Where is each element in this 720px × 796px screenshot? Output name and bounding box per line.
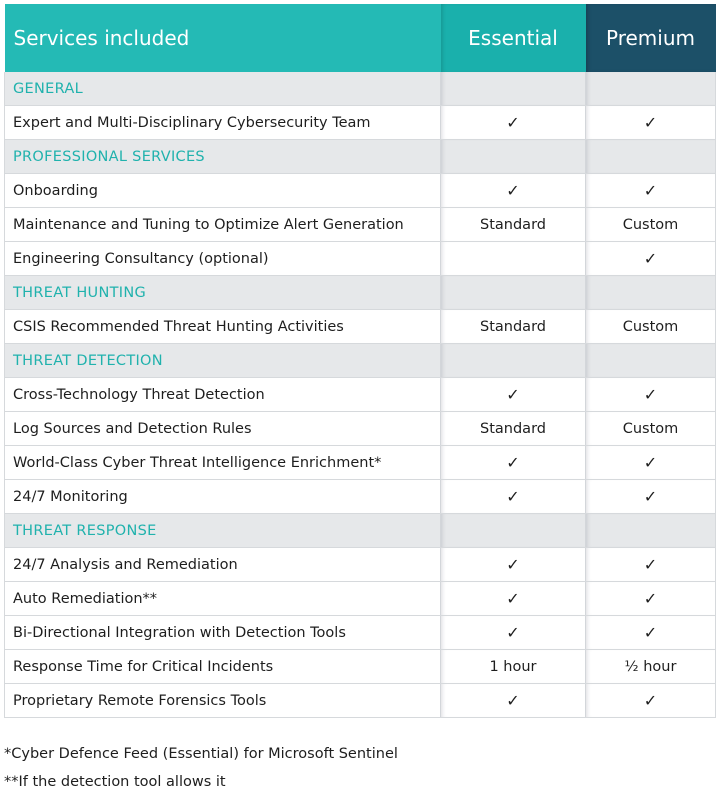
section-title: THREAT DETECTION bbox=[5, 344, 441, 378]
premium-value: Custom bbox=[586, 208, 716, 242]
table-row bbox=[5, 412, 716, 446]
premium-check-icon: ✓ bbox=[586, 174, 716, 208]
essential-check-icon: ✓ bbox=[441, 174, 586, 208]
service-label: 24/7 Analysis and Remediation bbox=[5, 548, 441, 582]
service-label: Auto Remediation** bbox=[5, 582, 441, 616]
section-premium-cell bbox=[586, 140, 716, 174]
service-label: 24/7 Monitoring bbox=[5, 480, 441, 514]
section-essential-cell bbox=[441, 276, 586, 310]
comparison-table bbox=[4, 4, 716, 718]
premium-value: Custom bbox=[586, 310, 716, 344]
essential-check-icon: ✓ bbox=[441, 616, 586, 650]
section-essential-cell bbox=[441, 344, 586, 378]
premium-check-icon: ✓ bbox=[586, 378, 716, 412]
essential-value: Standard bbox=[441, 208, 586, 242]
section-row bbox=[5, 344, 716, 378]
premium-value: Custom bbox=[586, 412, 716, 446]
essential-check-icon: ✓ bbox=[441, 684, 586, 718]
service-label: Log Sources and Detection Rules bbox=[5, 412, 441, 446]
table-row bbox=[5, 582, 716, 616]
service-label: CSIS Recommended Threat Hunting Activities bbox=[5, 310, 441, 344]
table-body bbox=[5, 72, 716, 718]
section-essential-cell bbox=[441, 514, 586, 548]
table-row bbox=[5, 650, 716, 684]
footnotes bbox=[4, 740, 398, 796]
premium-check-icon: ✓ bbox=[586, 480, 716, 514]
service-label: Onboarding bbox=[5, 174, 441, 208]
services-comparison-table bbox=[4, 4, 715, 718]
service-label: Cross-Technology Threat Detection bbox=[5, 378, 441, 412]
essential-value: 1 hour bbox=[441, 650, 586, 684]
footnote-detection-tool: **If the detection tool allows it bbox=[4, 774, 226, 790]
service-label: Maintenance and Tuning to Optimize Alert Generation bbox=[5, 208, 441, 242]
section-premium-cell bbox=[586, 344, 716, 378]
section-row bbox=[5, 514, 716, 548]
essential-check-icon: ✓ bbox=[441, 378, 586, 412]
section-premium-cell bbox=[586, 276, 716, 310]
service-label: Response Time for Critical Incidents bbox=[5, 650, 441, 684]
header-premium: Premium bbox=[586, 4, 716, 72]
service-label: Engineering Consultancy (optional) bbox=[5, 242, 441, 276]
section-premium-cell bbox=[586, 514, 716, 548]
service-label: Bi-Directional Integration with Detection Tools bbox=[5, 616, 441, 650]
essential-check-icon: ✓ bbox=[441, 548, 586, 582]
essential-check-icon: ✓ bbox=[441, 582, 586, 616]
essential-check-icon: ✓ bbox=[441, 106, 586, 140]
section-row bbox=[5, 276, 716, 310]
service-label: Proprietary Remote Forensics Tools bbox=[5, 684, 441, 718]
section-essential-cell bbox=[441, 72, 586, 106]
header-essential: Essential bbox=[441, 4, 586, 72]
premium-check-icon: ✓ bbox=[586, 684, 716, 718]
essential-value bbox=[441, 242, 586, 276]
header-row bbox=[5, 4, 716, 72]
section-row bbox=[5, 72, 716, 106]
section-premium-cell bbox=[586, 72, 716, 106]
table-row bbox=[5, 310, 716, 344]
service-label: World-Class Cyber Threat Intelligence Enrichment* bbox=[5, 446, 441, 480]
footnote-essential-feed: *Cyber Defence Feed (Essential) for Microsoft Sentinel bbox=[4, 746, 398, 762]
premium-check-icon: ✓ bbox=[586, 446, 716, 480]
essential-value: Standard bbox=[441, 412, 586, 446]
premium-check-icon: ✓ bbox=[586, 548, 716, 582]
section-row bbox=[5, 140, 716, 174]
table-row bbox=[5, 378, 716, 412]
table-row bbox=[5, 446, 716, 480]
premium-check-icon: ✓ bbox=[586, 582, 716, 616]
table-row bbox=[5, 242, 716, 276]
table-row bbox=[5, 208, 716, 242]
service-label: Expert and Multi-Disciplinary Cybersecurity Team bbox=[5, 106, 441, 140]
table-row bbox=[5, 684, 716, 718]
premium-check-icon: ✓ bbox=[586, 106, 716, 140]
table-row bbox=[5, 616, 716, 650]
table-header bbox=[5, 4, 716, 72]
essential-check-icon: ✓ bbox=[441, 446, 586, 480]
essential-value: Standard bbox=[441, 310, 586, 344]
table-row bbox=[5, 106, 716, 140]
section-title: THREAT HUNTING bbox=[5, 276, 441, 310]
section-title: PROFESSIONAL SERVICES bbox=[5, 140, 441, 174]
premium-value: ½ hour bbox=[586, 650, 716, 684]
table-row bbox=[5, 174, 716, 208]
premium-check-icon: ✓ bbox=[586, 242, 716, 276]
premium-check-icon: ✓ bbox=[586, 616, 716, 650]
table-row bbox=[5, 548, 716, 582]
table-row bbox=[5, 480, 716, 514]
section-title: THREAT RESPONSE bbox=[5, 514, 441, 548]
header-services-included: Services included bbox=[5, 4, 441, 72]
section-essential-cell bbox=[441, 140, 586, 174]
section-title: GENERAL bbox=[5, 72, 441, 106]
essential-check-icon: ✓ bbox=[441, 480, 586, 514]
